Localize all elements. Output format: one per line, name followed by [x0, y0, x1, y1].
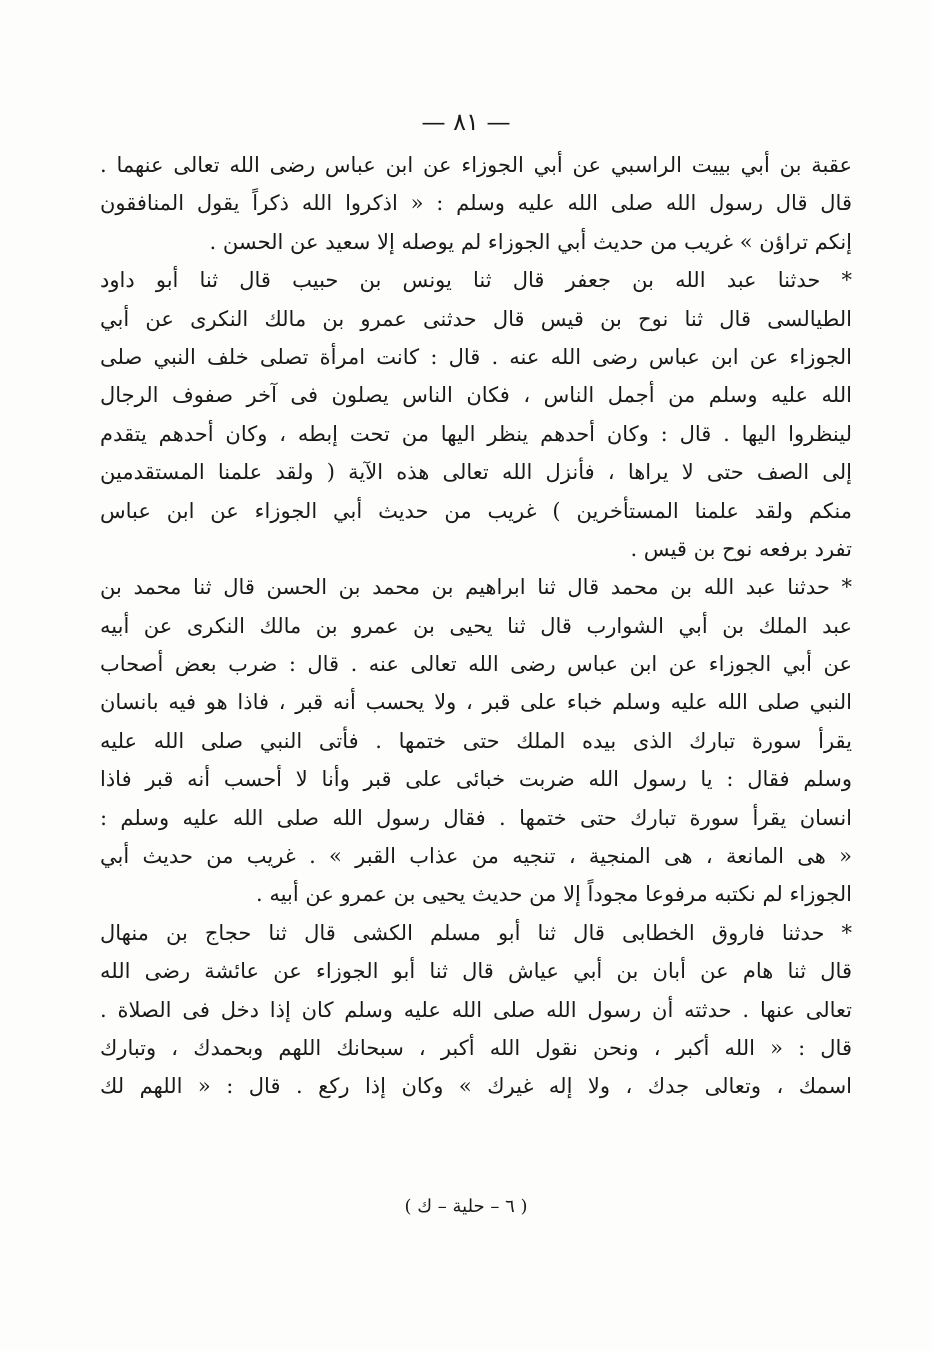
signature-mark: ( ٦ – حلية – ك ) [404, 1196, 528, 1217]
text-line: عن أبي الجوزاء عن ابن عباس رضى الله تعالى عنه . قال : ضرب بعض أصحاب [100, 652, 852, 677]
text-line: الجوزاء لم نكتبه مرفوعا مجوداً إلا من حديث يحيى بن عمرو عن أبيه . [256, 882, 852, 907]
body-text [100, 146, 852, 1106]
page-number: — ٨١ — [421, 108, 511, 136]
text-line: وسلم فقال : يا رسول الله ضربت خبائى على قبر وأنا لا أحسب أنه قبر فاذا [100, 767, 852, 792]
text-line: لينظروا اليها . قال : وكان أحدهم ينظر اليها من تحت إبطه ، وكان أحدهم يتقدم [100, 421, 852, 446]
text-line: عبد الملك بن أبي الشوارب قال ثنا يحيى بن عمرو بن مالك النكرى عن أبيه [100, 613, 852, 638]
text-line: تفرد برفعه نوح بن قيس . [630, 536, 852, 561]
text-line: إلى الصف حتى لا يراها ، فأنزل الله تعالى هذه الآية ( ولقد علمنا المستقدمين [100, 460, 852, 485]
text-line: قال ثنا هام عن أبان بن أبي عياش قال ثنا أبو الجوزاء عن عائشة رضى الله [100, 959, 852, 984]
text-line: * حدثنا عبد الله بن جعفر قال ثنا يونس بن حبيب قال ثنا أبو داود [100, 268, 852, 293]
text-line: منكم ولقد علمنا المستأخرين ) غريب من حديث أبي الجوزاء عن ابن عباس [100, 498, 852, 523]
text-line: الجوزاء عن ابن عباس رضى الله عنه . قال : كانت امرأة تصلى خلف النبي صلى [100, 344, 852, 369]
text-line: الطيالسى قال ثنا نوح بن قيس قال حدثنى عمرو بن مالك النكرى عن أبي [100, 306, 852, 331]
text-line: قال : « الله أكبر ، ونحن نقول الله أكبر ، سبحانك اللهم وبحمدك ، وتبارك [100, 1035, 852, 1060]
text-line: الله عليه وسلم من أجمل الناس ، فكان الناس يصلون فى آخر صفوف الرجال [100, 383, 852, 408]
text-line: تعالى عنها . حدثته أن رسول الله صلى الله عليه وسلم كان إذا دخل فى الصلاة . [100, 997, 852, 1022]
text-line: انسان يقرأ سورة تبارك حتى ختمها . فقال رسول الله صلى الله عليه وسلم : [100, 805, 852, 830]
text-line: يقرأ سورة تبارك الذى بيده الملك حتى ختمها . فأتى النبي صلى الله عليه [100, 728, 852, 753]
text-line: * حدثنا عبد الله بن محمد قال ثنا ابراهيم بن محمد بن الحسن قال ثنا محمد بن [100, 575, 852, 600]
text-line: « هى المانعة ، هى المنجية ، تنجيه من عذاب القبر » . غريب من حديث أبي [100, 844, 852, 869]
text-line: النبي صلى الله عليه وسلم خباء على قبر ، ولا يحسب أنه قبر ، فاذا هو فيه بانسان [100, 690, 852, 715]
text-line: * حدثنا فاروق الخطابى قال ثنا أبو مسلم الكشى قال ثنا حجاج بن منهال [100, 920, 852, 945]
text-line: قال قال رسول الله صلى الله عليه وسلم : « اذكروا الله ذكراً يقول المنافقون [100, 191, 852, 216]
text-line: اسمك ، وتعالى جدك ، ولا إله غيرك » وكان إذا ركع . قال : « اللهم لك [100, 1074, 852, 1099]
text-line: إنكم تراؤن » غريب من حديث أبي الجوزاء لم يوصله إلا سعيد عن الحسن . [209, 229, 852, 254]
text-line: عقبة بن أبي بييت الراسبي عن أبي الجوزاء عن ابن عباس رضى الله تعالى عنهما . [100, 153, 852, 177]
